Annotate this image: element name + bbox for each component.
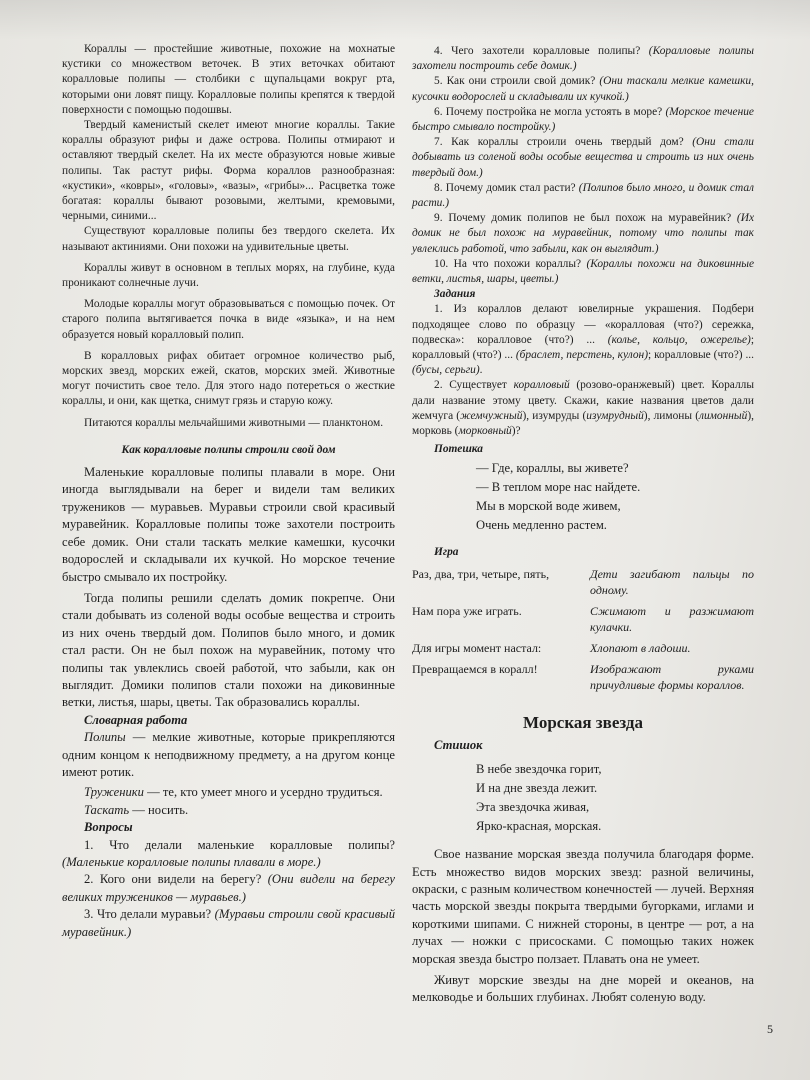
task-text: ), морковь ( [412,409,754,438]
question [412,44,754,74]
answer-text: (Они видели на берегу великих тружеников — муравьев.) [62,872,395,904]
task-answer: коралловый [513,379,570,392]
paragraph: Существуют коралловые полипы без твердого скелета. Их называют актиниями. Они похожи на удивительные цветы. [62,225,395,253]
poem-line: И на дне звезда лежит. [476,781,598,796]
poem-line: Мы в морской воде живем, [476,499,621,514]
game-text: Раз, два, три, четыре, пять, [412,566,550,581]
vocab-item [62,729,395,781]
question [412,135,754,181]
question [412,105,754,135]
story-title: Как коралловые полипы строили свой дом [121,443,336,456]
poem-line: — В теплом море нас найдете. [476,480,641,495]
poem-line: Ярко-красная, морская. [476,819,602,834]
question-text: 6. Почему постройка не могла устоять в море? [434,105,666,118]
task-answer: изумрудный [586,409,644,422]
game-row [412,661,754,693]
game-row [412,640,754,656]
question [412,211,754,257]
question-text: 4. Чего захотели коралловые полипы? [434,45,649,57]
page-number: 5 [767,1022,773,1036]
answer-text: (Муравьи строили свой красивый муравейник.) [62,907,395,939]
question-text: 5. Как они строили свой домик? [434,75,600,88]
task [412,378,754,439]
story-paragraph: Тогда полипы решили сделать домик покрепче. Они стали добывать из соленой воды особые вещества и строить из них очень твердый дом. Полипов было много, и домик стал расти. Он не был похож на муравейник, потому что полипы так увлеклись своей работой, что забыли, как он выглядит. Домики полипов стали похожи на диковинные ветки, листья, шары, цветы. Так образовались кораллы. [62,590,395,710]
question-text: 1. Что делали маленькие коралловые полипы? [84,837,395,852]
poem-line: — Где, кораллы, вы живете? [476,461,629,476]
stishok-poem [412,760,754,836]
answer-text: (Коралловые полипы захотели построить себе домик.) [412,45,754,73]
question-text: 3. Что делали муравьи? [84,907,215,922]
answer-text: (Полипов было много, и домик стал расти.) [412,181,755,210]
vocab-title: Словарная работа [84,712,188,727]
vocab-def: — те, кто умеет много и усердно трудиться. [143,785,383,800]
question [412,181,754,211]
poteshka-title: Потешка [434,443,483,456]
answer-text: (Кораллы похожи на диковинные ветки, листья, шары, цветы.) [412,257,754,286]
question-text: 8. Почему домик стал расти? [434,181,579,194]
task-answer: жемчужный [460,409,523,422]
vocab-def: — мелкие животные, которые прикрепляются одним концом к неподвижному предмету, а на другом конце имеют ротик. [62,730,395,779]
question-text: 10. На что похожи кораллы? [434,257,587,270]
paragraph: Кораллы живут в основном в теплых морях, на глубине, куда проникают солнечные лучи. [62,261,395,290]
vocab-term: Полипы [84,730,126,745]
right-column [412,44,754,1007]
task-text: 2. Существует [434,379,514,392]
question-text: 2. Кого они видели на берегу? [84,872,268,887]
answer-text: (Морское течение быстро смывало постройку.) [412,105,754,134]
paragraph: Питаются кораллы мельчайшими животными — планктоном. [84,416,384,429]
page-shadow [0,0,810,40]
question [62,837,395,872]
task-text: . [479,364,483,377]
game-action: Сжимают и разжимают кулачки. [590,603,754,634]
answer-text: (Маленькие коралловые полипы плавали в море.) [62,855,321,870]
vocab-item [62,784,395,801]
paragraph: Твердый каменистый скелет имеют многие кораллы. Такие кораллы образуют рифы и даже острова. Полипы отмирают и оставляют твердый скелет. На их месте образуются новые живые полипы. Так растут рифы. Форма кораллов разнообразная: «кустики», «ковры», «головы», «вазы», «грибы»... Расцветка тоже богатая: кораллы бывают розовыми, желтыми, кремовыми, черными, синими... [62,119,395,223]
task-answer: (бусы, серьги) [412,364,480,377]
game-text: Нам пора уже играть. [412,603,522,618]
poteshka-poem [412,459,754,535]
answer-text: (Их домик не был похож на муравейник, потому что полипы так увлеклись работой, что забыли, как он выглядит.) [412,212,754,255]
question [62,906,395,941]
tasks-title: Задания [434,288,476,301]
story-paragraph: Маленькие коралловые полипы плавали в море. Они иногда выглядывали на берег и видели там великих тружеников — муравьев. Муравьи строили свой красивый муравейник. Коралловые полипы тоже захотели построить себе домик. Они стали таскать мелкие камешки, кусочки водорослей и складывали их кучкой. Но морское течение быстро смывало их постройку. [62,465,395,584]
task-text: )? [511,425,521,438]
poem-line: Эта звездочка живая, [476,800,590,815]
task [412,302,754,378]
paragraph: Живут морские звезды на дне морей и океанов, на мелководье и больших глубинах. Любят соленую воду. [412,972,754,1005]
game-text: Превращаемся в коралл! [412,661,538,676]
task-text: ; коралловый (что?) ... [412,333,755,362]
game-action: Дети загибают пальцы по одному. [590,566,754,597]
paragraph: Кораллы — простейшие животные, похожие на мохнатые кустики со множеством веточек. В этих веточках обитают коралловые полипы — столбики с щупальцами вокруг рта, которыми они ловят пищу. Коралловые полипы крепятся к твердой поверхности с помощью подошвы. [62,43,395,116]
question-text: 7. Как кораллы строили очень твердый дом? [434,136,693,149]
question [62,871,395,906]
vocab-term: Труженики [84,785,144,800]
poem-line: Очень медленно растем. [476,518,607,533]
task-text: 1. Из кораллов делают ювелирные украшения. Подбери подходящее слово по образцу — «коралловая (что?) сережка, подвеска»: коралловое (что?) ... [412,303,754,346]
game-text: Для игры момент настал: [412,640,542,655]
question [412,74,754,104]
task-text: ), лимоны ( [643,409,699,422]
game-title: Игра [434,546,459,559]
vocab-def: — носить. [129,802,189,817]
game-row [412,566,754,598]
task-text: ), изумруды ( [522,409,587,422]
task-answer: (колье, кольцо, ожерелье) [607,333,751,346]
answer-text: (Они таскали мелкие камешки, кусочки водорослей и складывали их кучкой.) [412,75,754,103]
poem-line: В небе звездочка горит, [476,762,602,777]
paragraph: Молодые кораллы могут образовываться с помощью почек. От старого полипа вытягивается почка в виде «языка», и на нем образуется новый коралловый полип. [62,298,395,341]
paragraph: В коралловых рифах обитает огромное количество рыб, морских звезд, морских ежей, скатов, морских змей. Животные могут почистить свое тело. Для этого надо потереться о жесткие кораллы, и они, как щетка, снимут грязь и старую кожу. [62,349,395,408]
answer-text: (Они стали добывать из соленой воды особые вещества и строить из них очень твердый дом.) [412,136,754,179]
vocab-term: Таскать [84,802,130,817]
vocab-item [62,802,395,819]
paragraph: Свое название морская звезда получила благодаря форме. Есть множество видов морских звезд: разной величины, окраски, с разным количеством конечностей — лучей. Верхняя часть морской звезды покрыта твердыми бугорками, иглами и короткими шипами. С нижней стороны, в центре — рот, а на лучах — ножки с присосками. С помощью таких ножек морская звезда быстро ползает. Плавать она не умеет. [412,847,754,966]
game-row [412,603,754,635]
game-action: Хлопают в ладоши. [590,640,691,655]
left-column [62,42,395,941]
stishok-title: Стишок [434,737,483,752]
task-text: (розово-оранжевый) цвет. Кораллы дали название этому цвету. Скажи, какие названия цветов дали жемчуга ( [412,379,754,422]
task-answer: морковный [458,425,512,438]
question-text: 9. Почему домик полипов не был похож на муравейник? [434,212,737,225]
question [412,257,754,287]
section-title: Морская звезда [523,712,643,732]
task-answer: (браслет, перстень, кулон) [515,349,648,362]
questions-title: Вопросы [84,820,133,835]
task-text: ; коралловые (что?) ... [648,349,755,362]
task-answer: лимонный [699,409,748,422]
game-action: Изображают руками причудливые формы кораллов. [590,661,754,692]
